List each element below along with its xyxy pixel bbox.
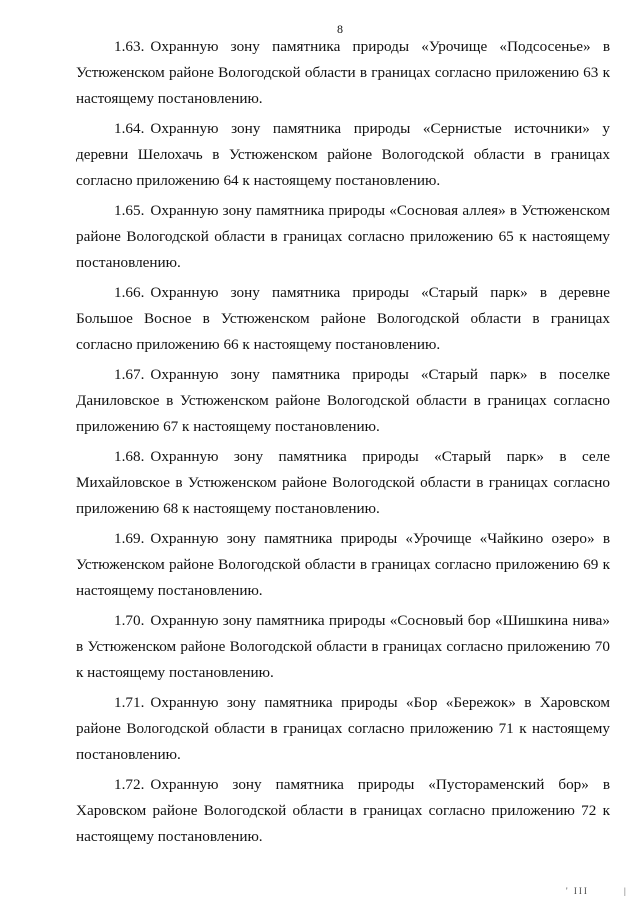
paragraph-text: Охранную зону памятника природы «Бор «Бережок» в Харовском районе Вологодской области в границах согласно приложению 71 к настоящему постановлению. <box>76 694 610 763</box>
paragraph-text: Охранную зону памятника природы «Урочище «Чайкино озеро» в Устюженском районе Вологодской области в границах согласно приложению 69 к настоящему постановлению. <box>76 530 610 599</box>
paragraph-text: Охранную зону памятника природы «Сосновая аллея» в Устюженском районе Вологодской области в границах согласно приложению 65 к настоящему постановлению. <box>76 202 610 271</box>
paragraph-1-69 <box>76 526 610 604</box>
paragraph-number: 1.72. <box>114 776 145 793</box>
paragraph-1-65 <box>76 198 610 276</box>
paragraph-number: 1.67. <box>114 366 145 383</box>
paragraph-text: Охранную зону памятника природы «Пустораменский бор» в Харовском районе Вологодской области в границах согласно приложению 72 к настоящему постановлению. <box>76 776 610 845</box>
page-number: 8 <box>337 22 343 36</box>
paragraph-1-68 <box>76 444 610 522</box>
scan-mark-right: | <box>624 886 628 896</box>
paragraph-text: Охранную зону памятника природы «Урочище «Подсосенье» в Устюженском районе Вологодской области в границах согласно приложению 63 к настоящему постановлению. <box>76 38 610 107</box>
paragraph-1-72 <box>76 772 610 850</box>
paragraph-1-67 <box>76 362 610 440</box>
paragraph-text: Охранную зону памятника природы «Старый парк» в деревне Большое Восное в Устюженском районе Вологодской области в границах согласно приложению 66 к настоящему постановлению. <box>76 284 610 353</box>
paragraph-number: 1.68. <box>114 448 145 465</box>
paragraph-1-66 <box>76 280 610 358</box>
paragraph-1-64 <box>76 116 610 194</box>
paragraph-text: Охранную зону памятника природы «Сосновый бор «Шишкина нива» в Устюженском районе Вологодской области в границах согласно приложению 70 к настоящему постановлению. <box>76 612 610 681</box>
paragraph-number: 1.63. <box>114 38 145 55</box>
paragraph-number: 1.69. <box>114 530 145 547</box>
paragraph-text: Охранную зону памятника природы «Старый парк» в селе Михайловское в Устюженском районе Вологодской области в границах согласно приложению 68 к настоящему постановлению. <box>76 448 610 517</box>
paragraph-text: Охранную зону памятника природы «Старый парк» в поселке Даниловское в Устюженском районе Вологодской области в границах согласно приложению 67 к настоящему постановлению. <box>76 366 610 435</box>
paragraph-1-71 <box>76 690 610 768</box>
document-body <box>76 34 610 854</box>
paragraph-number: 1.64. <box>114 120 145 137</box>
paragraph-number: 1.66. <box>114 284 145 301</box>
paragraph-text: Охранную зону памятника природы «Сернистые источники» у деревни Шелохачь в Устюженском районе Вологодской области в границах согласно приложению 64 к настоящему постановлению. <box>76 120 610 189</box>
paragraph-1-70 <box>76 608 610 686</box>
paragraph-number: 1.65. <box>114 202 145 219</box>
paragraph-number: 1.71. <box>114 694 145 711</box>
paragraph-number: 1.70. <box>114 612 145 629</box>
scan-mark-left: ' III <box>566 886 589 896</box>
paragraph-1-63 <box>76 34 610 112</box>
